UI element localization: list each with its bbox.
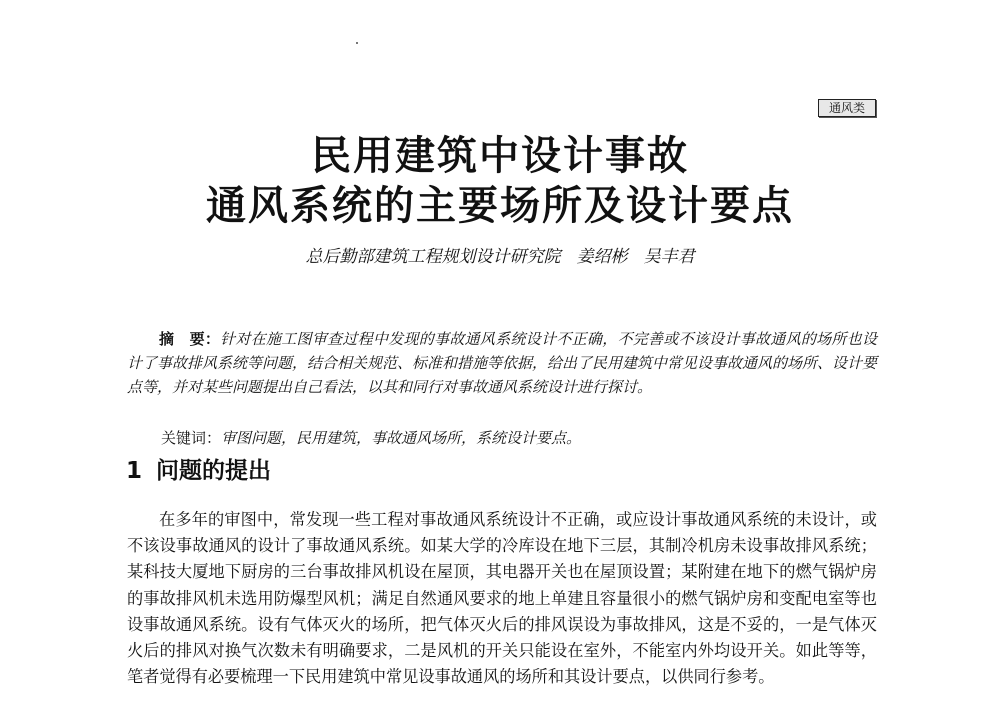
- category-tag: 通风类: [818, 99, 876, 117]
- institution: 总后勤部建筑工程规划设计研究院: [305, 247, 561, 267]
- article-title-line-1: 民用建筑中设计事故: [311, 133, 689, 179]
- section-number: 1: [126, 458, 143, 484]
- keywords-label: 关键词：: [161, 429, 222, 447]
- author-name-1: 姜绍彬: [576, 247, 628, 267]
- abstract: [127, 327, 877, 399]
- keywords-text: 审图问题，民用建筑，事故通风场所，系统设计要点。: [221, 429, 582, 447]
- abstract-label: 摘 要：: [159, 330, 221, 348]
- abstract-text: 针对在施工图审查过程中发现的事故通风系统设计不正确，不完善或不该设计事故通风的场所也设计了事故排风系统等问题，结合相关规范、标准和措施等依据，给出了民用建筑中常见设事故通风的场所、设计要点等，并对某些问题提出自己看法，以其和同行对事故通风系统设计进行探讨。: [127, 330, 878, 396]
- author-name-2: 吴丰君: [643, 247, 695, 267]
- section-title: 问题的提出: [156, 458, 271, 484]
- keywords: [161, 426, 881, 450]
- author-line: [0, 246, 1000, 268]
- section-heading: [126, 456, 271, 486]
- article-title-line-2: 通风系统的主要场所及设计要点: [206, 183, 794, 229]
- body-paragraph: 在多年的审图中，常发现一些工程对事故通风系统设计不正确，或应设计事故通风系统的未设计，或不该设事故通风的设计了事故通风系统。如某大学的冷库设在地下三层，其制冷机房未设事故排风系统；某科技大厦地下厨房的三台事故排风机设在屋顶，其电器开关也在屋顶设置；某附建在地下的燃气锅炉房的事故排风机未选用防爆型风机；满足自然通风要求的地上单建且容量很小的燃气锅炉房和变配电室等也设事故通风系统。设有气体灭火的场所，把气体灭火后的排风误设为事故排风，这是不妥的，一是气体灭火后的排风对换气次数未有明确要求，二是风机的开关只能设在室外，不能室内外均设开关。如此等等，笔者觉得有必要梳理一下民用建筑中常见设事故通风的场所和其设计要点，以供同行参考。: [127, 510, 877, 687]
- scan-speck: [356, 42, 358, 44]
